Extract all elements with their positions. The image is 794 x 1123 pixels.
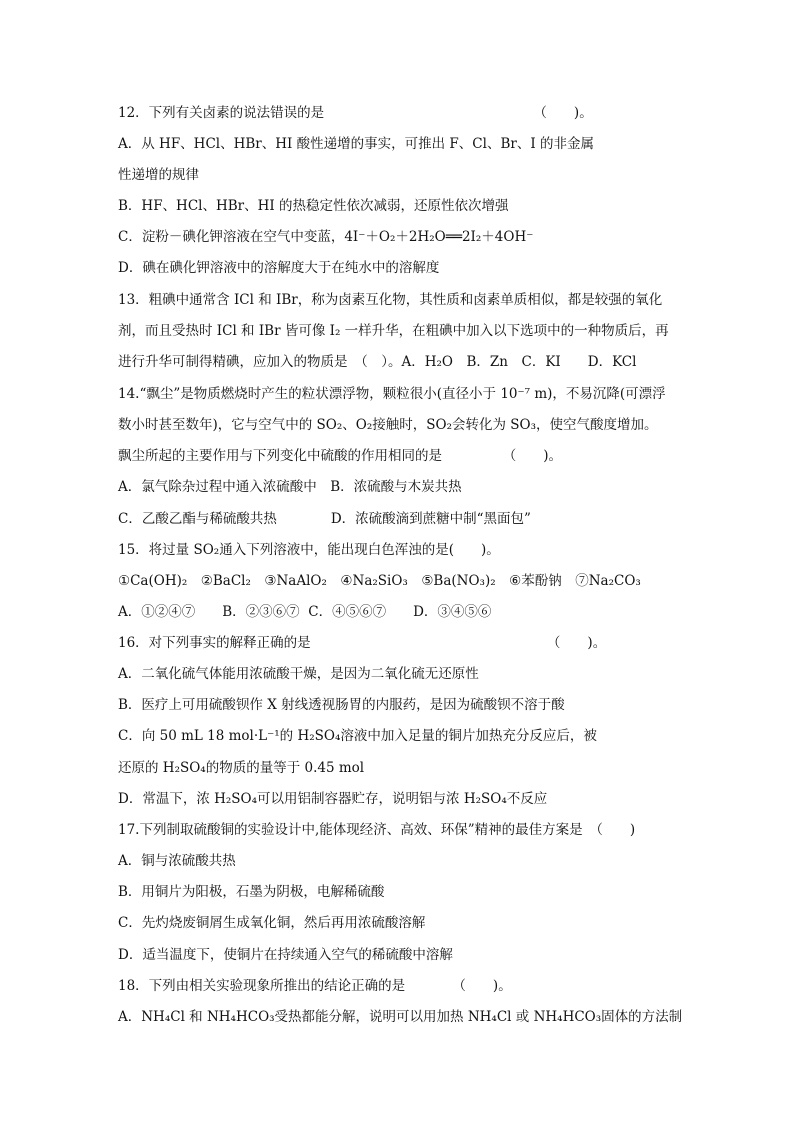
question-15-stem-text: 15．将过量 SO₂通入下列溶液中，能出现白色浑浊的是( )。 bbox=[118, 542, 500, 558]
question-16-option-c bbox=[118, 727, 597, 745]
question-14-stem-3-text: 飘尘所起的主要作用与下列变化中硫酸的作用相同的是 （ )。 bbox=[118, 448, 563, 464]
question-15-solutions bbox=[118, 572, 641, 590]
question-12-option-c-text: C．淀粉－碘化钾溶液在空气中变蓝，4I⁻＋O₂＋2H₂O══2I₂＋4OH⁻ bbox=[118, 229, 534, 245]
question-16-option-d bbox=[118, 790, 547, 808]
question-17-stem bbox=[118, 821, 635, 839]
question-18-option-a bbox=[118, 1008, 682, 1026]
question-12-option-b-text: B．HF、HCl、HBr、HI 的热稳定性依次减弱，还原性依次增强 bbox=[118, 198, 509, 214]
question-13-stem-2 bbox=[118, 322, 669, 340]
question-13-stem-3 bbox=[118, 353, 636, 371]
question-17-option-d bbox=[118, 946, 453, 964]
question-14-stem-2 bbox=[118, 416, 658, 434]
question-12-option-d-text: D．碘在碘化钾溶液中的溶解度大于在纯水中的溶解度 bbox=[118, 260, 440, 276]
question-12-option-b bbox=[118, 197, 509, 215]
question-12-option-c bbox=[118, 228, 533, 246]
question-14-options-cd-text: C．乙酸乙酯与稀硫酸共热 D．浓硫酸滴到蔗糖中制“黑面包” bbox=[118, 511, 531, 527]
question-14-options-cd bbox=[118, 510, 531, 528]
question-17-option-d-text: D．适当温度下，使铜片在持续通入空气的稀硫酸中溶解 bbox=[118, 947, 453, 963]
question-16-option-c-text: C．向 50 mL 18 mol·L⁻¹的 H₂SO₄溶液中加入足量的铜片加热充分反应后，被 bbox=[118, 728, 597, 744]
question-17-option-a-text: A．铜与浓硫酸共热 bbox=[118, 853, 236, 869]
question-18-stem-text: 18．下列由相关实验现象所推出的结论正确的是 （ )。 bbox=[118, 978, 512, 994]
question-14-options-ab bbox=[118, 478, 462, 496]
question-16-stem bbox=[118, 634, 606, 652]
question-16-option-a-text: A．二氧化硫气体能用浓硫酸干燥，是因为二氧化硫无还原性 bbox=[118, 666, 479, 682]
question-14-options-ab-text: A．氯气除杂过程中通入浓硫酸中 B．浓硫酸与木炭共热 bbox=[118, 479, 462, 495]
question-15-options bbox=[118, 603, 491, 621]
question-13-stem-3-text: 进行升华可制得精碘，应加入的物质是 （ ）。A．H₂O B．Zn C．KI D．KCl bbox=[118, 354, 637, 370]
question-14-stem-1-text: 14.“飘尘”是物质燃烧时产生的粒状漂浮物，颗粒很小(直径小于 10⁻⁷ m)，不易沉降(可漂浮 bbox=[118, 386, 666, 402]
question-16-option-a bbox=[118, 665, 479, 683]
question-15-solutions-text: ①Ca(OH)₂ ②BaCl₂ ③NaAlO₂ ④Na₂SiO₃ ⑤Ba(NO₃)₂ ⑥苯酚钠 ⑦Na₂CO₃ bbox=[118, 573, 641, 589]
question-17-option-b bbox=[118, 883, 384, 901]
question-16-stem-text: 16．对下列事实的解释正确的是 （ )。 bbox=[118, 635, 607, 651]
question-12-option-a-cont-text: 性递增的规律 bbox=[118, 167, 199, 183]
question-16-option-c-cont bbox=[118, 759, 364, 777]
question-13-stem-1 bbox=[118, 291, 662, 309]
question-18-option-a-text: A．NH₄Cl 和 NH₄HCO₃受热都能分解，说明可以用加热 NH₄Cl 或 NH₄HCO₃固体的方法制 bbox=[118, 1009, 683, 1025]
question-13-stem-2-text: 剂，而且受热时 ICl 和 IBr 皆可像 I₂ 一样升华，在粗碘中加入以下选项中的一种物质后，再 bbox=[118, 323, 669, 339]
question-15-stem bbox=[118, 541, 500, 559]
question-14-stem-3 bbox=[118, 447, 562, 465]
question-16-option-b bbox=[118, 696, 565, 714]
question-17-option-a bbox=[118, 852, 236, 870]
question-14-stem-1 bbox=[118, 385, 666, 403]
question-15-options-text: A．①②④⑦ B．②③⑥⑦ C．④⑤⑥⑦ D．③④⑤⑥ bbox=[118, 604, 492, 620]
question-17-option-c-text: C．先灼烧废铜屑生成氧化铜，然后再用浓硫酸溶解 bbox=[118, 915, 426, 931]
question-17-option-c bbox=[118, 914, 425, 932]
question-12-option-a bbox=[118, 135, 594, 153]
question-14-stem-2-text: 数小时甚至数年)，它与空气中的 SO₂、O₂接触时，SO₂会转化为 SO₃，使空气酸度增加。 bbox=[118, 417, 658, 433]
question-12-option-a-text: A．从 HF、HCl、HBr、HI 酸性递增的事实，可推出 F、Cl、Br、I 的非金属 bbox=[118, 136, 594, 152]
question-17-stem-text: 17.下列制取硫酸铜的实验设计中,能体现经济、高效、环保”精神的最佳方案是 （ ) bbox=[118, 822, 636, 838]
question-12-stem-text: 12．下列有关卤素的说法错误的是 （ )。 bbox=[118, 105, 593, 121]
question-13-stem-1-text: 13．粗碘中通常含 ICl 和 IBr，称为卤素互化物，其性质和卤素单质相似，都是较强的氧化 bbox=[118, 292, 663, 308]
question-16-option-d-text: D．常温下，浓 H₂SO₄可以用铝制容器贮存，说明铝与浓 H₂SO₄不反应 bbox=[118, 791, 548, 807]
question-12-option-d bbox=[118, 259, 439, 277]
question-18-stem bbox=[118, 977, 512, 995]
question-16-option-b-text: B．医疗上可用硫酸钡作 X 射线透视肠胃的内服药，是因为硫酸钡不溶于酸 bbox=[118, 697, 565, 713]
question-17-option-b-text: B．用铜片为阳极，石墨为阴极，电解稀硫酸 bbox=[118, 884, 385, 900]
question-16-option-c-cont-text: 还原的 H₂SO₄的物质的量等于 0.45 mol bbox=[118, 760, 365, 776]
question-12-option-a-cont bbox=[118, 166, 199, 184]
question-12-stem bbox=[118, 104, 593, 122]
